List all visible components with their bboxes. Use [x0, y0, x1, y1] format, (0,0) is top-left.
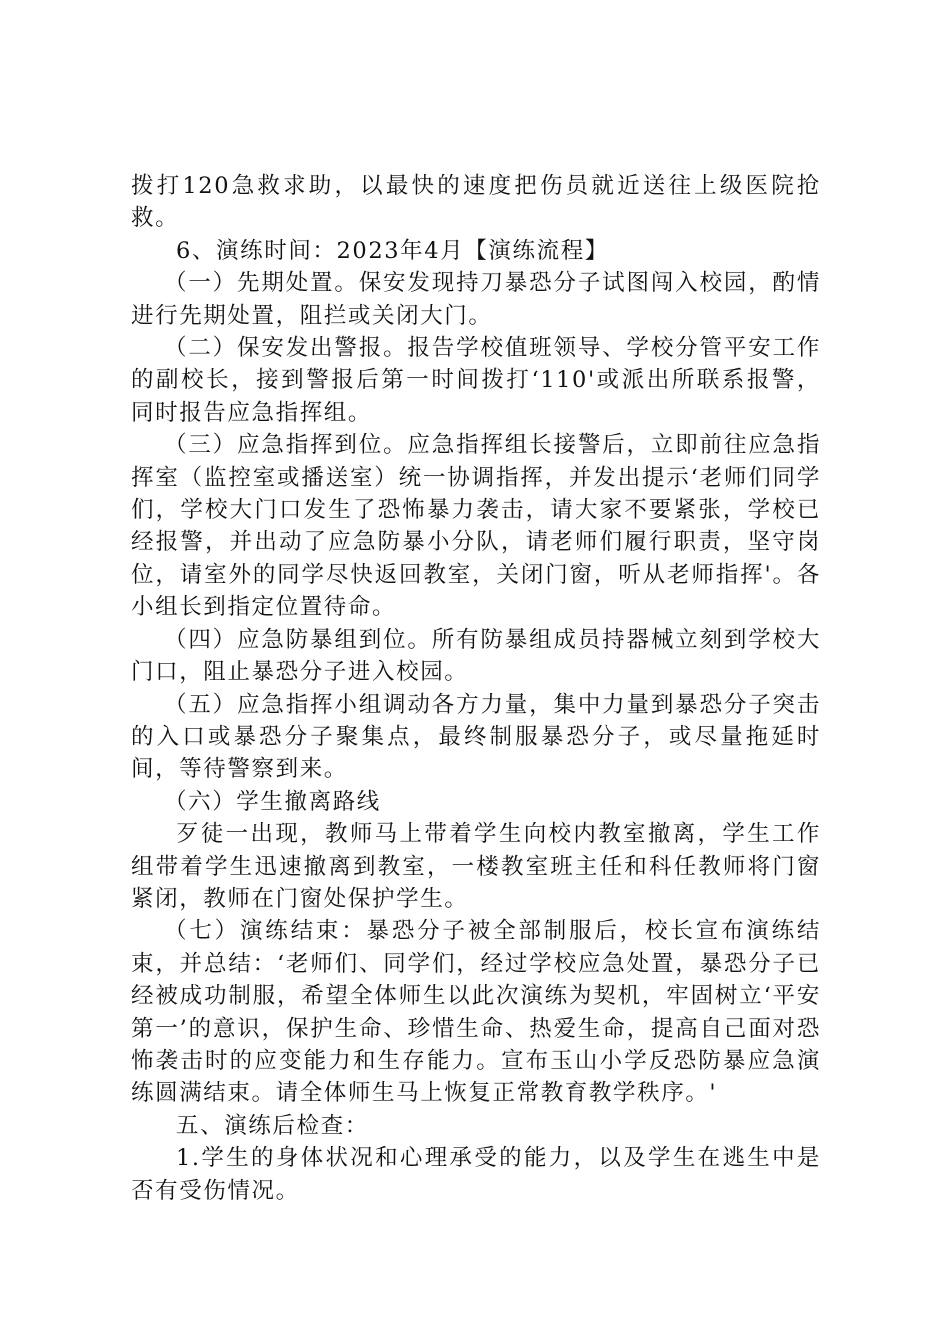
paragraph-drill-time: 6、演练时间：2023年4月【演练流程】 — [176, 237, 609, 264]
paragraph-evacuation: 歹徒一出现，教师马上带着学生向校内教室撤离，学生工作组带着学生迅速撤离到教室，一楼教室班主任和科任教师将门窗紧闭，教师在门窗处保护学生。 — [131, 821, 821, 912]
paragraph-post-drill-heading: 五、演练后检查： — [176, 1112, 369, 1139]
paragraph-check-item-1: 1.学生的身体状况和心理承受的能力，以及学生在逃生中是否有受伤情况。 — [131, 1145, 821, 1204]
paragraph-step-6-heading: （六）学生撤离路线 — [164, 788, 381, 815]
paragraph-step-3: （三）应急指挥到位。应急指挥组长接警后，立即前往应急指挥室（监控室或播送室）统一协调指挥，并发出提示‘老师们同学们，学校大门口发生了恐怖暴力袭击，请大家不要紧张，学校已经报警，并出动了应急防暴小分队，请老师们履行职责，坚守岗位，请室外的同学尽快返回教室，关闭门窗，听从老师指挥'。各小组长到指定位置待命。 — [131, 432, 821, 621]
paragraph-step-4: （四）应急防暴组到位。所有防暴组成员持器械立刻到学校大门口，阻止暴恐分子进入校园。 — [131, 626, 821, 686]
paragraph-step-5: （五）应急指挥小组调动各方力量，集中力量到暴恐分子突击的入口或暴恐分子聚集点，最终制服暴恐分子，或尽量拖延时间，等待警察到来。 — [131, 691, 821, 783]
paragraph-step-1: （一）先期处置。保安发现持刀暴恐分子试图闯入校园，酌情进行先期处置，阻拦或关闭大门。 — [131, 270, 821, 329]
paragraph-step-2: （二）保安发出警报。报告学校值班领导、学校分管平安工作的副校长，接到警报后第一时间拨打‘110'或派出所联系报警，同时报告应急指挥组。 — [131, 335, 821, 426]
paragraph-ambulance-call: 拨打120急救求助，以最快的速度把伤员就近送往上级医院抢救。 — [131, 173, 821, 232]
document-body — [131, 170, 821, 1207]
paragraph-step-7: （七）演练结束：暴恐分子被全部制服后，校长宣布演练结束，并总结：‘老师们、同学们，经过学校应急处置，暴恐分子已经被成功制服，希望全体师生以此次演练为契机，牢固树立‘平安第一’的意识，保护生命、珍惜生命、热爱生命，提高自己面对恐怖袭击时的应变能力和生存能力。宣布玉山小学反恐防暴应急演练圆满结束。请全体师生马上恢复正常教育教学秩序。' — [131, 918, 821, 1107]
